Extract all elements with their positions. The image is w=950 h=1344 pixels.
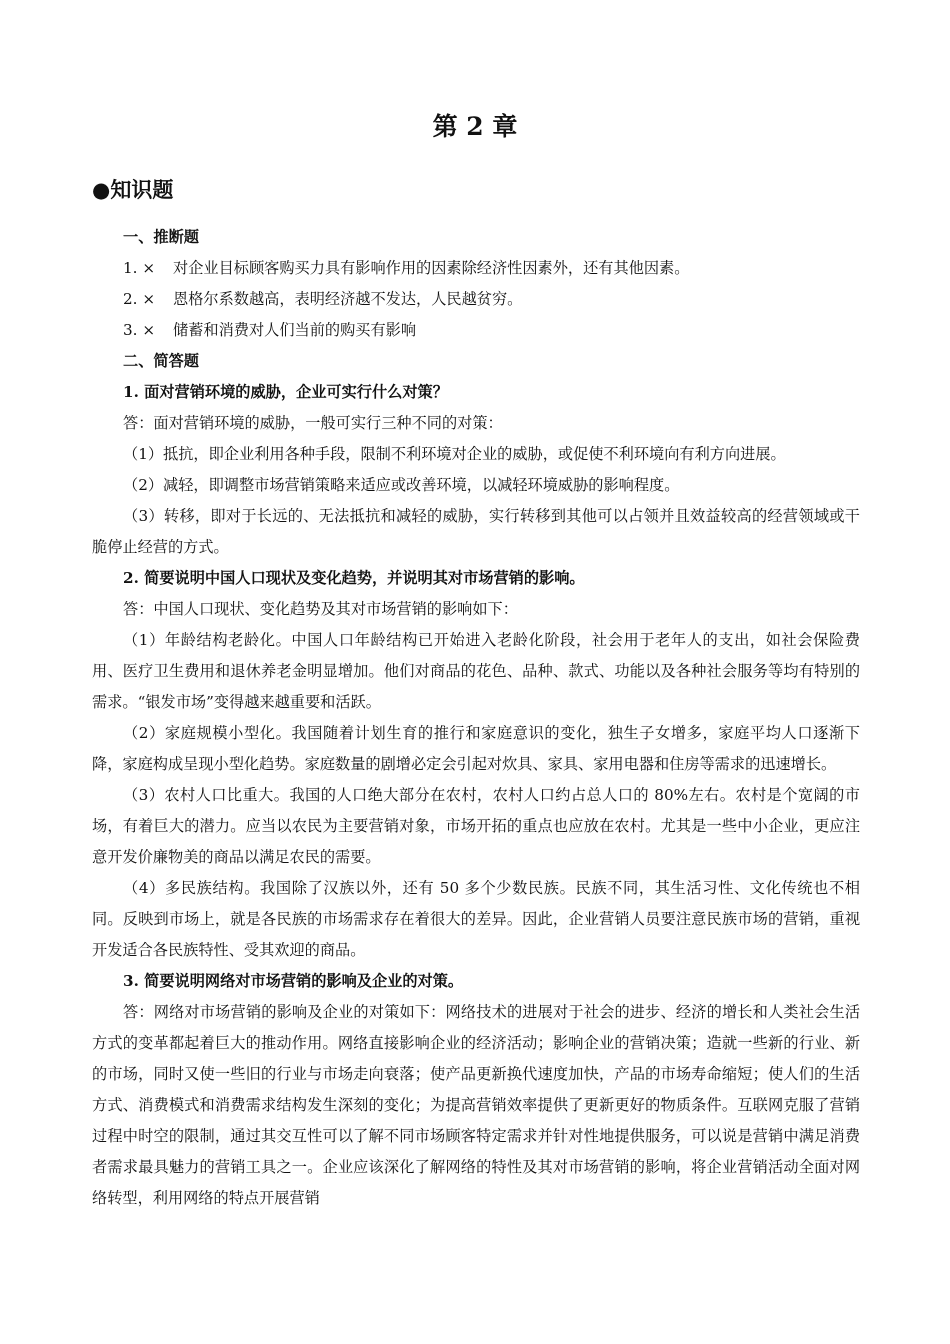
question-1: 1. 面对营销环境的威胁，企业可实行什么对策？	[123, 383, 448, 401]
section-title: ●知识题	[92, 177, 174, 202]
answer-2-point: （4）多民族结构。我国除了汉族以外，还有 50 多个少数民族。民族不同，其生活习性、文化传统也不相同。反映到市场上，就是各民族的市场需求存在着很大的差异。因此，企业营销人员要注意民族市场的营销，重视开发适合各民族特性、受其欢迎的商品。	[92, 879, 860, 959]
answer-1-point: （1）抵抗，即企业利用各种手段，限制不利环境对企业的威胁，或促使不利环境向有利方向进展。	[123, 445, 786, 463]
judgment-item	[92, 315, 860, 346]
answer-1-point: （3）转移，即对于长远的、无法抵抗和减轻的威胁，实行转移到其他可以占领并且效益较高的经营领域或干脆停止经营的方式。	[92, 507, 860, 556]
judgment-text: 储蓄和消费对人们当前的购买有影响	[173, 321, 416, 339]
judgment-item	[92, 284, 860, 315]
answer-2-point: （3）农村人口比重大。我国的人口绝大部分在农村，农村人口约占总人口的 80%左右。农村是个宽阔的市场，有着巨大的潜力。应当以农民为主要营销对象，市场开拓的重点也应放在农村。尤其是一些中小企业，更应注意开发价廉物美的商品以满足农民的需要。	[92, 786, 860, 866]
answer-2-point: （1）年龄结构老龄化。中国人口年龄结构已开始进入老龄化阶段，社会用于老年人的支出，如社会保险费用、医疗卫生费用和退休养老金明显增加。他们对商品的花色、品种、款式、功能以及各种社会服务等均有特别的需求。“银发市场”变得越来越重要和活跃。	[92, 631, 860, 711]
judgment-text: 恩格尔系数越高，表明经济越不发达，人民越贫穷。	[173, 290, 523, 308]
judgment-mark: 2. ×	[123, 290, 156, 308]
question-3: 3. 简要说明网络对市场营销的影响及企业的对策。	[123, 972, 464, 990]
answer-1-point: （2）减轻，即调整市场营销策略来适应或改善环境，以减轻环境威胁的影响程度。	[123, 476, 680, 494]
judgment-mark: 1. ×	[123, 259, 156, 277]
judgment-text: 对企业目标顾客购买力具有影响作用的因素除经济性因素外，还有其他因素。	[173, 259, 690, 277]
answer-2-point: （2）家庭规模小型化。我国随着计划生育的推行和家庭意识的变化，独生子女增多，家庭平均人口逐渐下降，家庭构成呈现小型化趋势。家庭数量的剧增必定会引起对炊具、家具、家用电器和住房等需求的迅速增长。	[92, 724, 860, 773]
judgment-item	[92, 253, 860, 284]
question-2: 2. 简要说明中国人口现状及变化趋势，并说明其对市场营销的影响。	[123, 569, 585, 587]
answer-3: 答：网络对市场营销的影响及企业的对策如下：网络技术的进展对于社会的进步、经济的增长和人类社会生活方式的变革都起着巨大的推动作用。网络直接影响企业的经济活动；影响企业的营销决策；造就一些新的行业、新的市场，同时又使一些旧的行业与市场走向衰落；使产品更新换代速度加快，产品的市场寿命缩短；使人们的生活方式、消费模式和消费需求结构发生深刻的变化；为提高营销效率提供了更新更好的物质条件。互联网克服了营销过程中时空的限制，通过其交互性可以了解不同市场顾客特定需求并针对性地提供服务，可以说是营销中满足消费者需求最具魅力的营销工具之一。企业应该深化了解网络的特性及其对市场营销的影响，将企业营销活动全面对网络转型，利用网络的特点开展营销	[92, 1003, 860, 1207]
judgment-mark: 3. ×	[123, 321, 156, 339]
answer-2-intro: 答：中国人口现状、变化趋势及其对市场营销的影响如下：	[123, 600, 518, 618]
document-body	[92, 222, 860, 1214]
answer-1-intro: 答：面对营销环境的威胁，一般可实行三种不同的对策：	[123, 414, 503, 432]
chapter-title: 第 2 章	[432, 112, 518, 141]
part2-heading: 二、简答题	[123, 352, 199, 370]
part1-heading: 一、推断题	[123, 228, 199, 246]
